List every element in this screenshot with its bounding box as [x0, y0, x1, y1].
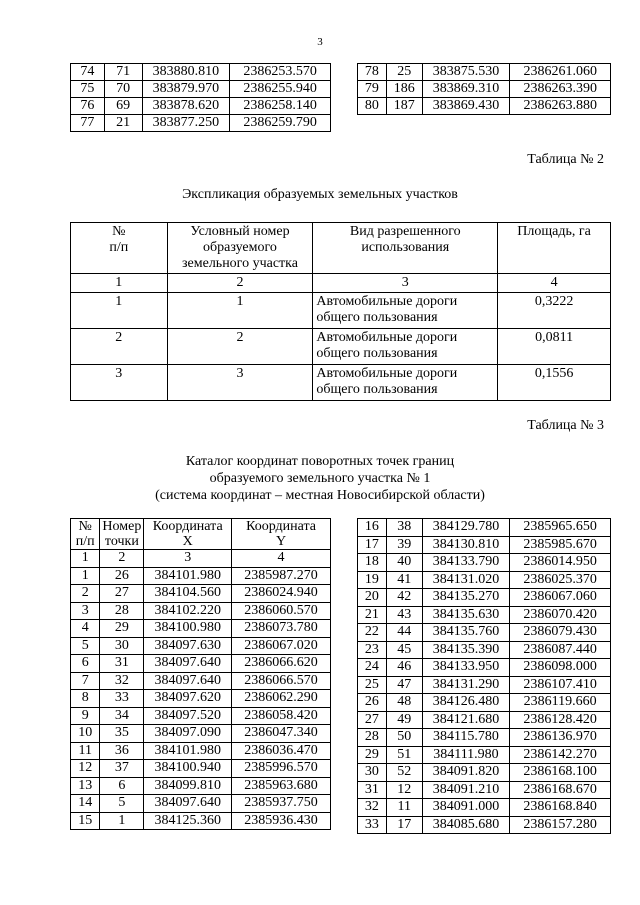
table-cell: 2385937.750: [232, 795, 331, 813]
table-cell: 36: [100, 742, 144, 760]
table-cell: 21: [358, 606, 387, 624]
table-cell: 7: [71, 672, 100, 690]
table-row: [358, 746, 611, 764]
table-cell: 11: [386, 799, 422, 817]
table-row: [71, 672, 331, 690]
table-cell: 37: [100, 760, 144, 778]
table-cell: 2385963.680: [232, 777, 331, 795]
table-cell: 32: [100, 672, 144, 690]
table-cell: 5: [100, 795, 144, 813]
page-number: 3: [317, 36, 323, 48]
table-cell: 2386067.020: [232, 637, 331, 655]
table-cell: 31: [100, 655, 144, 673]
table-row: [358, 606, 611, 624]
table-cell: 4: [232, 550, 331, 568]
table-cell: 2386128.420: [510, 711, 611, 729]
table-row: [71, 655, 331, 673]
table-row: [358, 729, 611, 747]
table-cell: 9: [71, 707, 100, 725]
table-row: [358, 81, 611, 98]
table-row: [71, 760, 331, 778]
table-cell: 30: [100, 637, 144, 655]
table-cell: 384111.980: [422, 746, 510, 764]
table-3-title-line-2: образуемого земельного участка № 1: [209, 471, 431, 486]
table-cell: 21: [104, 115, 142, 132]
table-cell: 2386047.340: [232, 725, 331, 743]
table-cell: 71: [104, 64, 142, 81]
table-row: [358, 624, 611, 642]
table-cell: 14: [71, 795, 100, 813]
table-cell: 74: [71, 64, 105, 81]
table-cell: 15: [71, 812, 100, 830]
table-row: [358, 764, 611, 782]
table-cell: 1: [100, 812, 144, 830]
table-cell: 16: [358, 519, 387, 537]
table-cell: 2386066.620: [232, 655, 331, 673]
table-header-row: [71, 519, 331, 550]
table-3-title-line-1: Каталог координат поворотных точек границ: [185, 454, 455, 469]
table-cell: 33: [358, 816, 387, 834]
table-cell: 2386098.000: [510, 659, 611, 677]
table-cell: № п/п: [71, 223, 168, 274]
table-cell: 383875.530: [422, 64, 510, 81]
table-row: [358, 519, 611, 537]
table-cell: 384097.620: [144, 690, 232, 708]
table-cell: 27: [358, 711, 387, 729]
table-cell: 2: [167, 329, 313, 365]
table-row: [71, 742, 331, 760]
table-cell: 384125.360: [144, 812, 232, 830]
table-cell: 41: [386, 571, 422, 589]
table-cell: 2386259.790: [230, 115, 331, 132]
table-3-number: Таблица № 3: [527, 418, 604, 433]
table-cell: 384102.220: [144, 602, 232, 620]
table-cell: 1: [71, 293, 168, 329]
table-cell: 29: [100, 620, 144, 638]
table-cell: 384097.640: [144, 672, 232, 690]
column-number-row: [71, 274, 611, 293]
table-cell: 2386157.280: [510, 816, 611, 834]
table-cell: 2386263.390: [510, 81, 611, 98]
table-cell: 2386060.570: [232, 602, 331, 620]
table-cell: 5: [71, 637, 100, 655]
table-cell: № п/п: [71, 519, 100, 550]
table-cell: 383869.430: [422, 98, 510, 115]
table-cell: 384121.680: [422, 711, 510, 729]
table-cell: 2386168.840: [510, 799, 611, 817]
table-cell: 19: [358, 571, 387, 589]
table-cell: 384100.980: [144, 620, 232, 638]
table-row: [71, 637, 331, 655]
table-cell: 384097.520: [144, 707, 232, 725]
table-cell: 2: [100, 550, 144, 568]
table-cell: 38: [386, 519, 422, 537]
table-cell: 384133.790: [422, 554, 510, 572]
table-row: [71, 365, 611, 401]
table-row: [71, 690, 331, 708]
table-cell: 26: [358, 694, 387, 712]
table-cell: 28: [358, 729, 387, 747]
table-cell: 384097.640: [144, 655, 232, 673]
table-cell: 50: [386, 729, 422, 747]
table-row: [358, 554, 611, 572]
table-cell: 35: [100, 725, 144, 743]
table-cell: 1: [71, 274, 168, 293]
table-row: [71, 812, 331, 830]
table-row: [358, 64, 611, 81]
table-row: [71, 777, 331, 795]
table-cell: 76: [71, 98, 105, 115]
table-cell: 1: [71, 550, 100, 568]
table-cell: 384101.980: [144, 742, 232, 760]
table-cell: 2: [167, 274, 313, 293]
table-cell: 2386067.060: [510, 589, 611, 607]
table-cell: 2386119.660: [510, 694, 611, 712]
table-cell: 2386062.290: [232, 690, 331, 708]
table-cell: 2386107.410: [510, 676, 611, 694]
coord-catalog-table-left: [70, 518, 331, 830]
table-cell: 18: [358, 554, 387, 572]
table-row: [358, 711, 611, 729]
table-cell: 2385936.430: [232, 812, 331, 830]
table-row: [358, 98, 611, 115]
table-2-number: Таблица № 2: [527, 152, 604, 167]
table-cell: 384097.090: [144, 725, 232, 743]
table-cell: 77: [71, 115, 105, 132]
table-cell: 384135.390: [422, 641, 510, 659]
table-cell: Условный номер образуемого земельного участка: [167, 223, 313, 274]
table-cell: 2386058.420: [232, 707, 331, 725]
table-cell: 384126.480: [422, 694, 510, 712]
table-cell: 20: [358, 589, 387, 607]
table-row: [71, 725, 331, 743]
table-cell: Площадь, га: [498, 223, 611, 274]
table-body: [71, 64, 331, 132]
table-cell: 23: [358, 641, 387, 659]
table-cell: 25: [386, 64, 422, 81]
table-cell: 383878.620: [142, 98, 230, 115]
table-row: [358, 799, 611, 817]
table-cell: 2385987.270: [232, 567, 331, 585]
table-cell: 2386168.670: [510, 781, 611, 799]
table-cell: 2386014.950: [510, 554, 611, 572]
table-cell: 39: [386, 536, 422, 554]
table-cell: 383879.970: [142, 81, 230, 98]
table-cell: 12: [71, 760, 100, 778]
table-cell: 2385996.570: [232, 760, 331, 778]
table-cell: 2386253.570: [230, 64, 331, 81]
table-cell: 25: [358, 676, 387, 694]
table-cell: 2386258.140: [230, 98, 331, 115]
table-cell: 2386261.060: [510, 64, 611, 81]
table-cell: 13: [71, 777, 100, 795]
table-cell: 51: [386, 746, 422, 764]
table-body: [358, 519, 611, 834]
table-cell: 32: [358, 799, 387, 817]
table-row: [71, 64, 331, 81]
table-cell: 384085.680: [422, 816, 510, 834]
table-row: [71, 602, 331, 620]
table-row: [358, 536, 611, 554]
table-row: [71, 98, 331, 115]
column-number-row: [71, 550, 331, 568]
table-cell: 2386079.430: [510, 624, 611, 642]
table-row: [71, 115, 331, 132]
table-cell: 30: [358, 764, 387, 782]
table-cell: 3: [71, 365, 168, 401]
table-row: [358, 641, 611, 659]
table-cell: Автомобильные дороги общего пользования: [313, 329, 498, 365]
table-cell: 34: [100, 707, 144, 725]
table-cell: 47: [386, 676, 422, 694]
table-cell: Автомобильные дороги общего пользования: [313, 293, 498, 329]
table-cell: 2385965.650: [510, 519, 611, 537]
table-cell: 27: [100, 585, 144, 603]
table-cell: 4: [498, 274, 611, 293]
table-cell: 2386024.940: [232, 585, 331, 603]
table-cell: 2386168.100: [510, 764, 611, 782]
table-cell: 44: [386, 624, 422, 642]
explication-table: [70, 222, 611, 401]
coord-table-continued-left: [70, 63, 331, 132]
table-cell: 384091.000: [422, 799, 510, 817]
table-cell: 3: [167, 365, 313, 401]
table-cell: 2386263.880: [510, 98, 611, 115]
table-cell: 78: [358, 64, 387, 81]
table-cell: 384091.210: [422, 781, 510, 799]
table-cell: 22: [358, 624, 387, 642]
table-cell: 8: [71, 690, 100, 708]
table-cell: 2: [71, 585, 100, 603]
table-header-row: [71, 223, 611, 274]
table-cell: 3: [71, 602, 100, 620]
table-cell: 384135.760: [422, 624, 510, 642]
table-cell: Автомобильные дороги общего пользования: [313, 365, 498, 401]
table-cell: 2386136.970: [510, 729, 611, 747]
table-cell: 2385985.670: [510, 536, 611, 554]
table-cell: 384097.640: [144, 795, 232, 813]
table-cell: 384135.630: [422, 606, 510, 624]
table-cell: 31: [358, 781, 387, 799]
table-cell: 6: [71, 655, 100, 673]
table-cell: 42: [386, 589, 422, 607]
table-cell: 384115.780: [422, 729, 510, 747]
table-row: [71, 620, 331, 638]
table-body: [71, 223, 611, 401]
table-cell: 384130.810: [422, 536, 510, 554]
coord-catalog-table-right: [357, 518, 611, 834]
table-cell: 12: [386, 781, 422, 799]
table-cell: 17: [358, 536, 387, 554]
table-cell: 1: [167, 293, 313, 329]
table-cell: 70: [104, 81, 142, 98]
table-cell: Номер точки: [100, 519, 144, 550]
table-cell: 2386066.570: [232, 672, 331, 690]
table-cell: 384133.950: [422, 659, 510, 677]
table-cell: 10: [71, 725, 100, 743]
table-cell: 384135.270: [422, 589, 510, 607]
table-cell: Вид разрешенного использования: [313, 223, 498, 274]
table-cell: 40: [386, 554, 422, 572]
table-body: [71, 519, 331, 830]
table-cell: 2386087.440: [510, 641, 611, 659]
table-cell: Координата X: [144, 519, 232, 550]
table-cell: 0,0811: [498, 329, 611, 365]
table-cell: 383877.250: [142, 115, 230, 132]
table-cell: 1: [71, 567, 100, 585]
table-row: [71, 567, 331, 585]
table-row: [358, 694, 611, 712]
table-cell: 384104.560: [144, 585, 232, 603]
table-cell: 46: [386, 659, 422, 677]
coord-table-continued-right: [357, 63, 611, 115]
table-row: [358, 781, 611, 799]
table-row: [71, 329, 611, 365]
table-row: [71, 81, 331, 98]
table-row: [71, 293, 611, 329]
table-cell: 2: [71, 329, 168, 365]
table-cell: 80: [358, 98, 387, 115]
table-cell: 384129.780: [422, 519, 510, 537]
table-row: [71, 707, 331, 725]
table-cell: 2386025.370: [510, 571, 611, 589]
table-3-title-line-3: (система координат – местная Новосибирской области): [155, 488, 485, 503]
table-cell: 3: [313, 274, 498, 293]
table-cell: 384101.980: [144, 567, 232, 585]
table-cell: 2386036.470: [232, 742, 331, 760]
table-row: [71, 795, 331, 813]
table-cell: 3: [144, 550, 232, 568]
table-cell: 2386073.780: [232, 620, 331, 638]
table-cell: 2386142.270: [510, 746, 611, 764]
table-cell: 4: [71, 620, 100, 638]
table-cell: 187: [386, 98, 422, 115]
table-cell: 6: [100, 777, 144, 795]
table-cell: 26: [100, 567, 144, 585]
table-cell: 29: [358, 746, 387, 764]
table-cell: 383880.810: [142, 64, 230, 81]
table-row: [358, 571, 611, 589]
table-cell: 384100.940: [144, 760, 232, 778]
table-cell: 43: [386, 606, 422, 624]
table-cell: 186: [386, 81, 422, 98]
table-cell: 79: [358, 81, 387, 98]
table-cell: 52: [386, 764, 422, 782]
table-cell: Координата Y: [232, 519, 331, 550]
table-cell: 48: [386, 694, 422, 712]
table-cell: 384091.820: [422, 764, 510, 782]
table-cell: 28: [100, 602, 144, 620]
table-cell: 0,1556: [498, 365, 611, 401]
table-cell: 75: [71, 81, 105, 98]
table-cell: 384099.810: [144, 777, 232, 795]
table-2-title: Экспликация образуемых земельных участков: [182, 187, 458, 202]
table-cell: 383869.310: [422, 81, 510, 98]
table-cell: 45: [386, 641, 422, 659]
table-cell: 11: [71, 742, 100, 760]
table-cell: 2386070.420: [510, 606, 611, 624]
table-row: [71, 585, 331, 603]
table-body: [358, 64, 611, 115]
table-cell: 17: [386, 816, 422, 834]
table-cell: 384131.290: [422, 676, 510, 694]
table-cell: 2386255.940: [230, 81, 331, 98]
table-cell: 49: [386, 711, 422, 729]
table-row: [358, 589, 611, 607]
table-row: [358, 676, 611, 694]
table-row: [358, 816, 611, 834]
table-cell: 0,3222: [498, 293, 611, 329]
table-cell: 69: [104, 98, 142, 115]
table-row: [358, 659, 611, 677]
table-cell: 33: [100, 690, 144, 708]
table-cell: 384131.020: [422, 571, 510, 589]
table-cell: 24: [358, 659, 387, 677]
table-cell: 384097.630: [144, 637, 232, 655]
